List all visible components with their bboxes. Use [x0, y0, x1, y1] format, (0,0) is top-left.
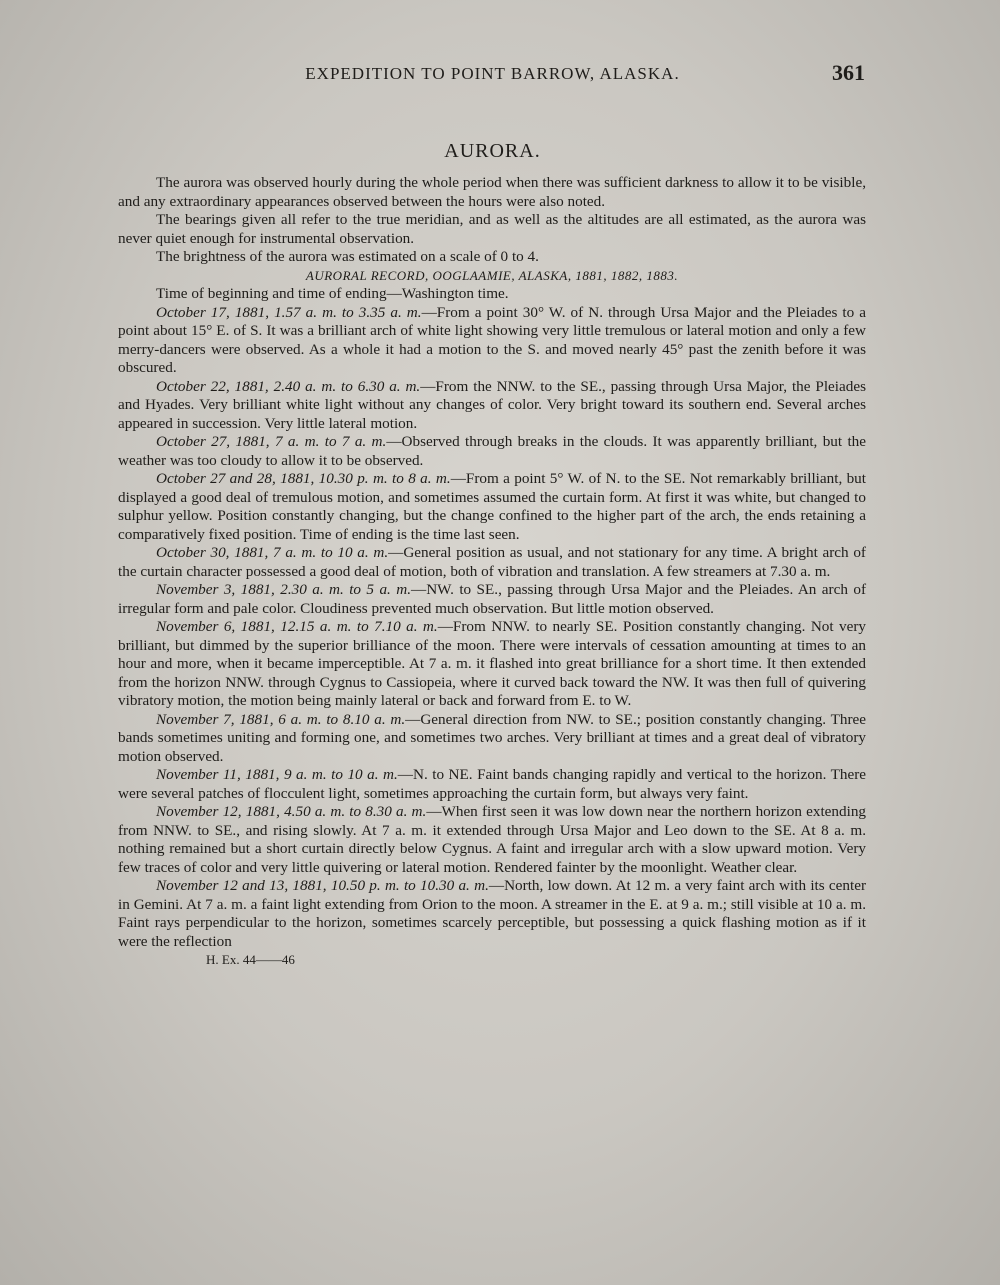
entry-date: October 27, 1881,	[156, 433, 270, 450]
entry-text: —NW. to SE., passing through Ursa Major and the Pleiades. An arch of irregular form and pale color. Cloudiness prevented much observation. But little motion observed.	[118, 581, 867, 617]
intro-paragraph: The aurora was observed hourly during the whole period when there was sufficient darkness to allow it to be visible, and any extraordinary appearances observed between the hours were also noted.	[118, 174, 866, 210]
running-title: EXPEDITION TO POINT BARROW, ALASKA.	[305, 64, 680, 83]
record-entry	[118, 581, 866, 618]
entry-times: 9 a. m. to 10 a. m.	[283, 766, 398, 783]
entry-text: —General direction from NW. to SE.; position constantly changing. Three bands sometimes uniting and forming one, and sometimes two arches. Very brilliant at times and a great deal of vibratory motion observed.	[118, 710, 867, 765]
record-entry	[118, 803, 866, 877]
entry-times: 10.50 p. m. to 10.30 a. m.	[330, 877, 489, 894]
entry-text: —N. to NE. Faint bands changing rapidly and vertical to the horizon. There were several patches of flocculent light, sometimes approaching the curtain form, but always very faint.	[118, 766, 867, 802]
entry-times: 12.15 a. m. to 7.10 a. m.	[280, 618, 438, 635]
entry-text: —North, low down. At 12 m. a very faint arch with its center in Gemini. At 7 a. m. a faint light extending from Orion to the moon. A streamer in the E. at 9 a. m.; still visible at 10 a. m. Faint rays perpendicular to the horizon, sometimes scarcely perceptible, but possessing a quick flashing motion as if it were the reflection	[118, 877, 867, 950]
entry-date: November 6, 1881,	[156, 618, 275, 635]
entry-date: November 12 and 13, 1881,	[156, 877, 327, 894]
entry-times: 7 a. m. to 10 a. m.	[273, 544, 389, 561]
entry-date: October 22, 1881,	[156, 377, 269, 395]
running-head	[120, 60, 865, 88]
record-entry	[118, 766, 866, 803]
entry-times: 4.50 a. m. to 8.30 a. m.	[284, 803, 427, 820]
record-entry	[118, 711, 866, 767]
entry-date: October 30, 1881,	[156, 544, 269, 561]
lead-line: Time of beginning and time of ending—Washington time.	[156, 285, 509, 302]
entry-text: —Observed through breaks in the clouds. It was apparently brilliant, but the weather was too cloudy to allow it to be observed.	[118, 433, 867, 469]
record-entries	[118, 304, 866, 952]
record-subheading: AURORAL RECORD, OOGLAAMIE, ALASKA, 1881, 1882, 1883.	[305, 267, 679, 283]
record-entry	[118, 544, 866, 581]
intro-paragraph: The brightness of the aurora was estimated on a scale of 0 to 4.	[156, 248, 539, 265]
entry-times: 1.57 a. m. to 3.35 a. m.	[274, 303, 422, 321]
record-entry	[118, 378, 866, 434]
record-entry	[118, 618, 866, 711]
page-number: 361	[832, 60, 865, 85]
entry-text: —From the NNW. to the SE., passing through Ursa Major, the Pleiades and Hyades. Very brilliant white light without any changes of color. Very bright toward its southern end. Several arches appeared in succession. Very little lateral motion.	[118, 377, 866, 432]
body-text	[118, 174, 866, 970]
entry-text: —From NNW. to nearly SE. Position constantly changing. Not very brilliant, but dimmed by the superior brilliance of the moon. There were intervals of cessation amounting at times to an hour and more, when it became imperceptible. At 7 a. m. it flashed into great brilliance for a short time. It then extended from the horizon NNW. through Cygnus to Cassiopeia, where it curved back toward the NW. It was then full of quivering vibratory motion, the motion being mainly lateral or back and forward from E. to W.	[118, 618, 867, 709]
entry-date: October 27 and 28, 1881,	[156, 470, 315, 487]
entry-times: 6 a. m. to 8.10 a. m.	[278, 710, 406, 728]
record-entry	[118, 877, 866, 951]
entry-times: 7 a. m. to 7 a. m.	[274, 433, 387, 450]
entry-date: November 12, 1881,	[156, 803, 280, 820]
entry-text: —From a point 5° W. of N. to the SE. Not remarkably brilliant, but displayed a good deal of tremulous motion, and sometimes assumed the curtain form. At first it was white, but changed to sulphur yellow. Position constantly changing, but the change confined to the higher part of the arch, the ends retaining a comparatively fixed position. Time of ending is the time last seen.	[118, 470, 866, 543]
entry-date: November 3, 1881,	[156, 581, 275, 598]
intro-paragraph: The bearings given all refer to the true meridian, and as well as the altitudes are all estimated, as the aurora was never quiet enough for instrumental observation.	[118, 211, 866, 247]
entry-date: November 7, 1881,	[156, 710, 274, 728]
entry-text: —When first seen it was low down near the northern horizon extending from NNW. to SE., and rising slowly. At 7 a. m. it extended through Ursa Major and Leo down to the SE. At 8 a. m. nothing remained but a short curtain directly below Cygnus. A faint and irregular arch with a slow upward motion. Very few traces of color and very little quivering or lateral motion. Rendered fainter by the moonlight. Weather clear.	[118, 803, 867, 876]
entry-times: 2.40 a. m. to 6.30 a. m.	[273, 377, 421, 395]
entry-times: 2.30 a. m. to 5 a. m.	[280, 581, 412, 598]
record-entry	[118, 304, 866, 378]
signature-mark: H. Ex. 44——46	[206, 952, 295, 967]
entry-date: October 17, 1881,	[156, 303, 270, 321]
entry-text: —General position as usual, and not stationary for any time. A bright arch of the curtain character possessed a good deal of motion, both of vibration and translation. A few streamers at 7.30 a. m.	[118, 544, 866, 580]
entry-times: 10.30 p. m. to 8 a. m.	[318, 470, 451, 487]
entry-text: —From a point 30° W. of N. through Ursa Major and the Pleiades to a point about 15° E. of S. It was a brilliant arch of white light showing very little tremulous or lateral motion and only a few merry-dancers were observed. As a whole it had a motion to the S. and moved nearly 45° past the zenith before it was obscured.	[118, 303, 867, 376]
record-entry	[118, 433, 866, 470]
section-title: AURORA.	[444, 140, 541, 162]
entry-date: November 11, 1881,	[156, 766, 280, 783]
record-entry	[118, 470, 866, 544]
